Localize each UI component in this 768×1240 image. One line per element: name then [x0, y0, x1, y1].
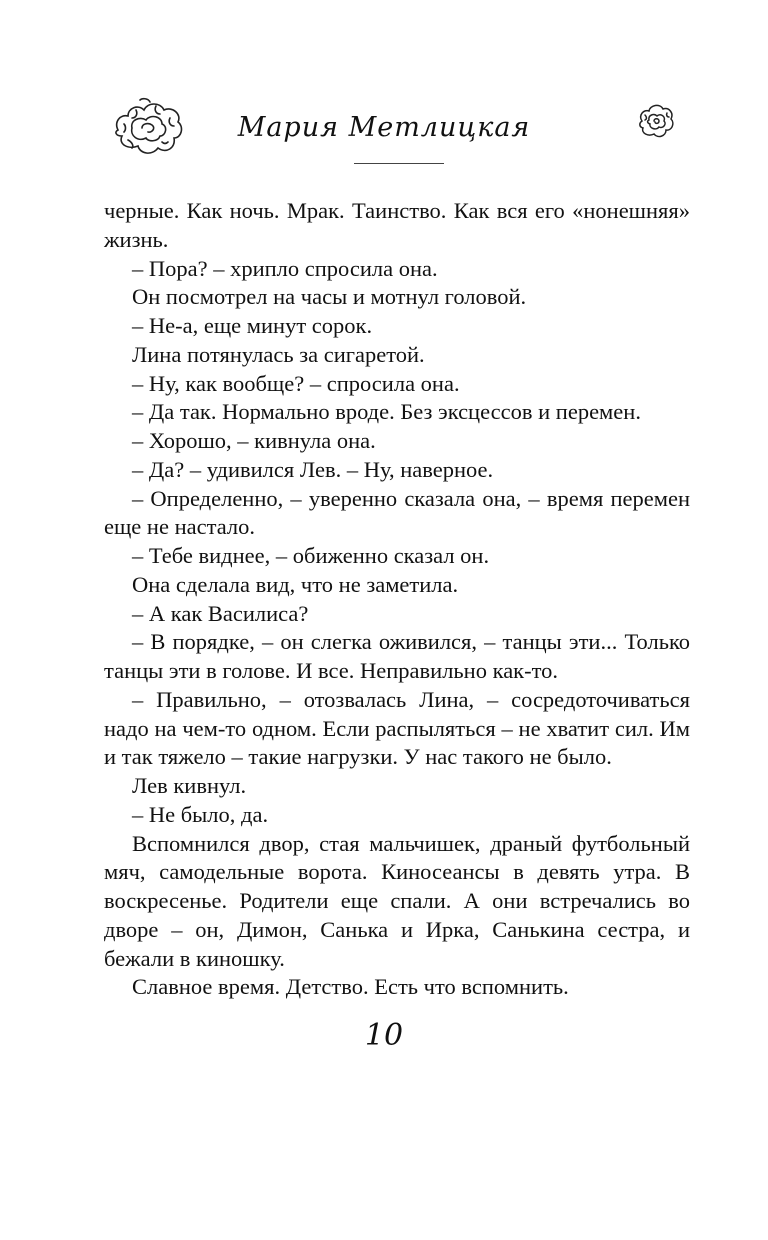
paragraph: – А как Василиса?: [132, 600, 309, 626]
paragraph: – Да так. Нормально вроде. Без эксцессов и перемен.: [132, 399, 641, 425]
paragraph: – Пора? – хрипло спросила она.: [132, 255, 438, 281]
header-divider: [354, 163, 444, 164]
paragraph: – Не было, да.: [132, 801, 269, 827]
paragraph: – Ну, как вообще? – спросила она.: [132, 370, 460, 396]
paragraph: Лина потянулась за сигаретой.: [132, 341, 425, 367]
paragraph: – Хорошо, – кивнула она.: [132, 428, 376, 453]
paragraph: Лев кивнул.: [132, 773, 247, 798]
paragraph: черные. Как ночь. Мрак. Таинство. Как вся его «нонешняя» жизнь.: [104, 198, 690, 252]
paragraph: – Да? – удивился Лев. – Ну, наверное.: [132, 456, 494, 482]
paragraph: – Тебе виднее, – обиженно сказал он.: [132, 543, 490, 568]
page-number: 10: [364, 1018, 404, 1053]
running-header-author: Мария Метлицкая: [237, 112, 531, 143]
paragraph: – В порядке, – он слегка оживился, – танцы эти... Только танцы эти в голове. И все. Неправильно как-то.: [104, 629, 690, 683]
paragraph: Славное время. Детство. Есть что вспомнить.: [132, 974, 569, 1000]
body-text: [104, 197, 690, 1002]
paragraph: Он посмотрел на часы и мотнул головой.: [132, 284, 527, 310]
paragraph: Вспомнился двор, стая мальчишек, драный футбольный мяч, самодельные ворота. Киносеансы в девять утра. В воскресенье. Родители еще спали. А они встречались во дворе – он, Димон, Санька и Ирка, Санькина сестра, и бежали в киношку.: [104, 830, 690, 971]
paragraph: – Правильно, – отозвалась Лина, – сосредоточиваться надо на чем-то одном. Если распыляться – не хватит сил. Им и так тяжело – такие нагрузки. У нас такого не было.: [104, 686, 690, 770]
paragraph: – Не-а, еще минут сорок.: [132, 313, 373, 338]
paragraph: Она сделала вид, что не заметила.: [132, 571, 459, 597]
paragraph: – Определенно, – уверенно сказала она, – время перемен еще не настало.: [104, 485, 690, 540]
